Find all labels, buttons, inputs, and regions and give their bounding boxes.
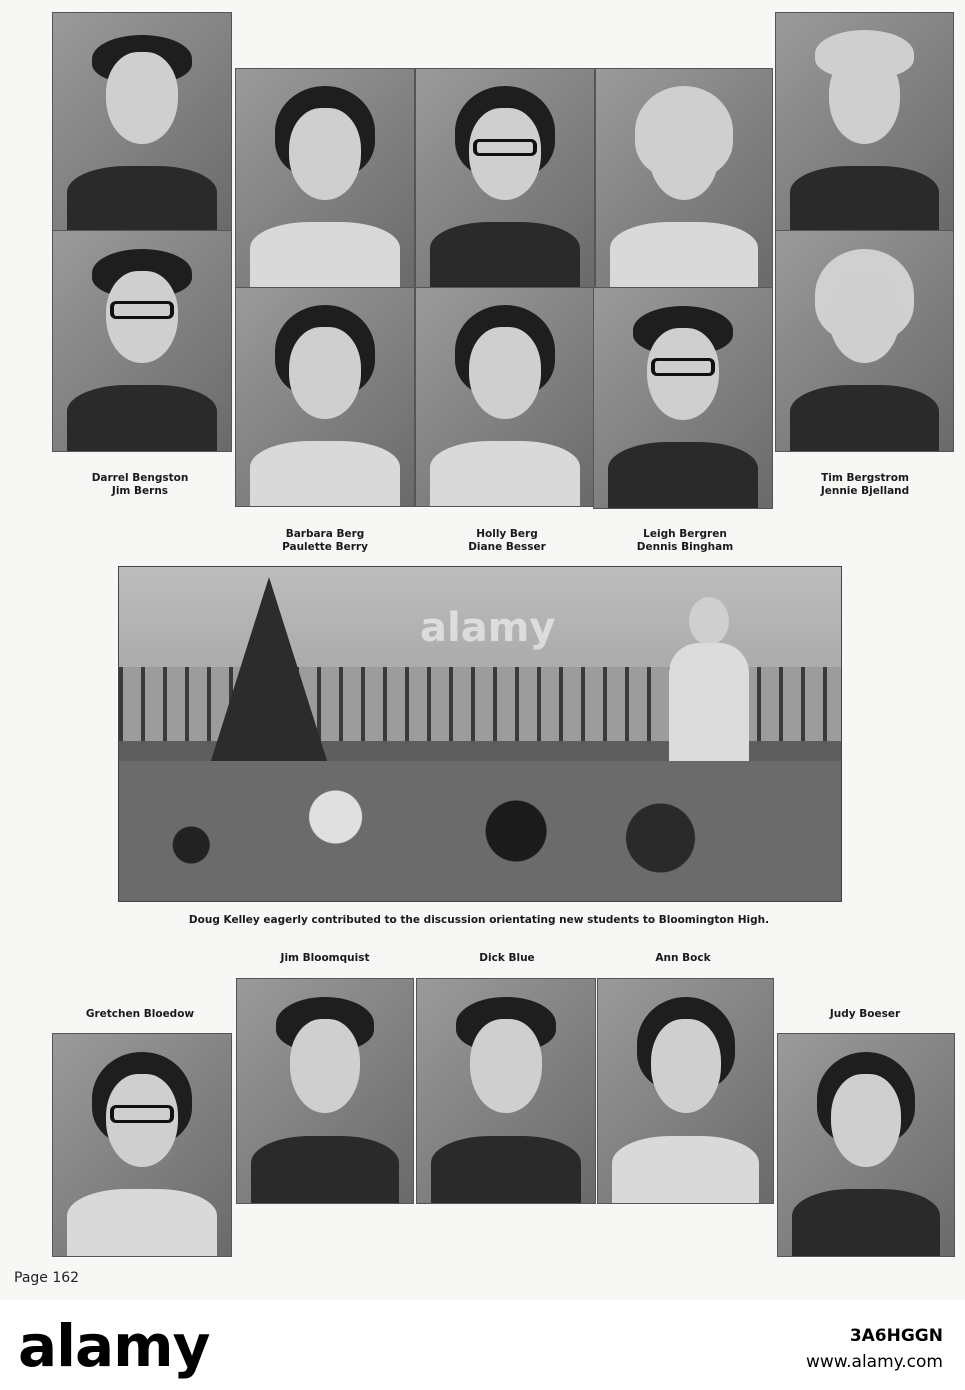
- image-id: 3A6HGGN: [849, 1326, 943, 1346]
- caption-line: Jennie Bjelland: [820, 485, 910, 497]
- portrait-dick-blue: [416, 978, 596, 1204]
- caption-line: Leigh Bergren: [643, 528, 727, 540]
- caption-line: Diane Besser: [468, 541, 546, 553]
- portrait-ann-bock: [597, 978, 774, 1204]
- seated-crowd: [119, 761, 841, 901]
- caption-bottom-right: Judy Boeser: [829, 1008, 901, 1020]
- portrait-barbara-berg: [235, 68, 415, 288]
- caption-line: Tim Bergstrom: [821, 472, 909, 484]
- caption-line: Dennis Bingham: [636, 541, 734, 553]
- site-url[interactable]: www.alamy.com: [805, 1352, 943, 1372]
- portrait-leigh-bergren: [595, 68, 773, 288]
- watermark: alamy: [420, 605, 556, 651]
- caption-left-top: [80, 472, 200, 498]
- caption-line: Paulette Berry: [282, 541, 368, 553]
- caption-bottom-col4: Ann Bock: [655, 952, 711, 964]
- caption-line: Holly Berg: [476, 528, 538, 540]
- portrait-darrel-bengston: [52, 12, 232, 232]
- portrait-dennis-bingham: [593, 287, 773, 509]
- portrait-tim-bergstrom: [775, 12, 954, 232]
- caption-col3: [447, 528, 567, 554]
- group-photo-caption: Doug Kelley eagerly contributed to the discussion orientating new students to Bloomington High.: [188, 914, 770, 926]
- portrait-diane-besser: [415, 287, 595, 507]
- portrait-jim-bloomquist: [236, 978, 414, 1204]
- portrait-jennie-bjelland: [775, 230, 954, 452]
- caption-col4: [625, 528, 745, 554]
- caption-line: Barbara Berg: [285, 528, 365, 540]
- caption-bottom-col3: Dick Blue: [479, 952, 535, 964]
- caption-bottom-left: Gretchen Bloedow: [85, 1008, 195, 1020]
- portrait-judy-boeser: [777, 1033, 955, 1257]
- caption-col2: [265, 528, 385, 554]
- caption-line: Jim Berns: [111, 485, 169, 497]
- page-number: Page 162: [14, 1270, 80, 1286]
- portrait-jim-berns: [52, 230, 232, 452]
- portrait-holly-berg: [415, 68, 595, 288]
- caption-right-top: [805, 472, 925, 498]
- caption-line: Darrel Bengston: [91, 472, 189, 484]
- portrait-gretchen-bloedow: [52, 1033, 232, 1257]
- portrait-paulette-berry: [235, 287, 415, 507]
- caption-bottom-col2: Jim Bloomquist: [280, 952, 370, 964]
- alamy-logo[interactable]: alamy: [18, 1312, 210, 1380]
